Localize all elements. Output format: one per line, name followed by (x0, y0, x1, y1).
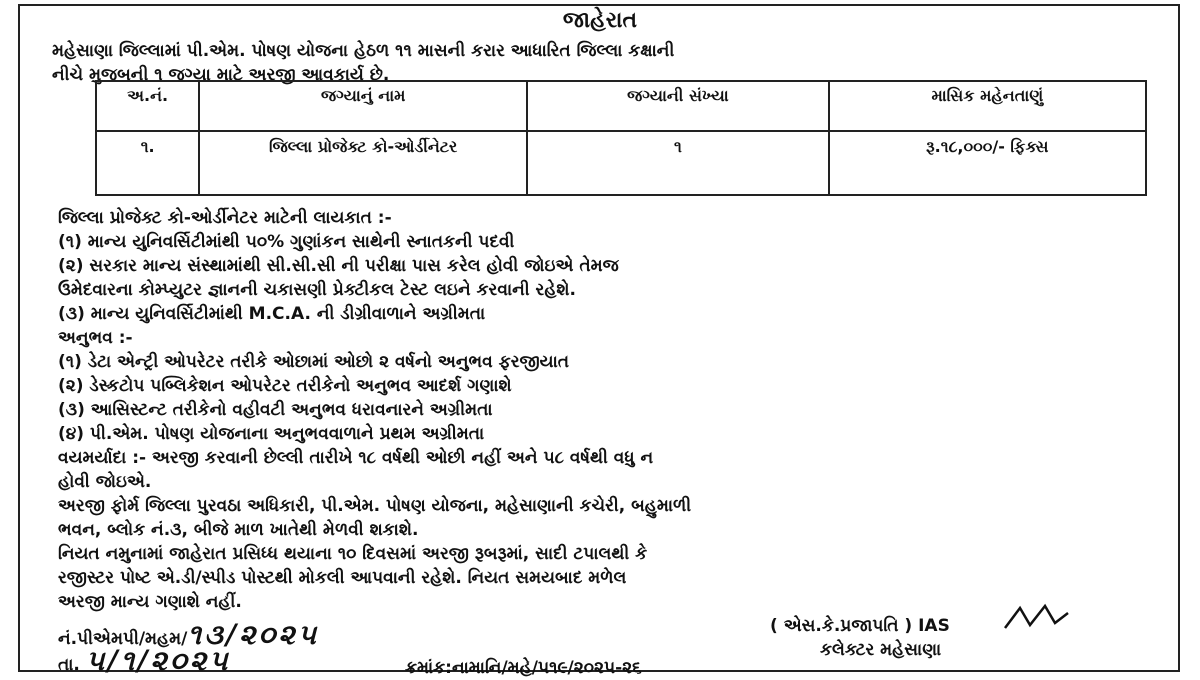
experience-item-2: (૨) ડેસ્કટોપ પબ્લિકેશન ઓપરેટર તરીકેનો અનુભવ આદર્શ ગણાશે (58, 376, 512, 396)
reference-number-label: નં.પીએમપી/મહમ/ (58, 629, 188, 649)
signatory-name: ( એસ.કે.પ્રજાપતિ ) IAS (770, 616, 950, 636)
reference-date-value: ૫/૧/૨૦૨૫ (85, 644, 231, 677)
cell-post-count: ૧ (527, 131, 829, 195)
header-post-count: જગ્યાની સંખ્યા (527, 81, 829, 131)
header-post-name: જગ્યાનું નામ (199, 81, 527, 131)
experience-item-1: (૧) ડેટા એન્ટ્રી ઓપરેટર તરીકે ઓછામાં ઓછો ૨ વર્ષનો અનુભવ ફરજીયાત (58, 352, 570, 372)
qualification-item-2: (૨) સરકાર માન્ય સંસ્થામાંથી સી.સી.સી ની પરીક્ષા પાસ કરેલ હોવી જોઇએ તેમજ (58, 256, 619, 276)
submission-line-3: અરજી માન્ય ગણાશે નહીં. (58, 592, 242, 612)
reference-date-label: તા. (58, 655, 80, 675)
qualification-item-1: (૧) માન્ય યુનિવર્સિટીમાંથી ૫૦% ગુણાંકન સાથેની સ્નાતકની પદવી (58, 232, 515, 252)
qualification-heading: જિલ્લા પ્રોજેક્ટ કો-ઓર્ડીનેટર માટેની લાયકાત :- (58, 208, 392, 228)
header-sr: અ.નં. (96, 81, 199, 131)
table-header-row (96, 81, 1146, 131)
experience-heading: અનુભવ :- (58, 328, 133, 348)
footer-code: ક્રમાંક:નામાનિ/મહે/૫૧૯/૨૦૨૫-૨૬ (405, 658, 642, 678)
form-availability-line-2: ભવન, બ્લોક નં.૩, બીજે માળ ખાતેથી મેળવી શકાશે. (58, 520, 419, 540)
signature-scribble (1000, 603, 1070, 633)
cell-sr: ૧. (96, 131, 199, 195)
posts-table (95, 80, 1147, 196)
reference-date (58, 644, 231, 678)
age-limit-line-1: વયમર્યાદા :- અરજી કરવાની છેલ્લી તારીખે ૧૮ વર્ષથી ઓછી નહીં અને ૫૮ વર્ષથી વધુ ન (58, 448, 654, 468)
qualification-item-3: (૩) માન્ય યુનિવર્સિટીમાંથી M.C.A. ની ડીગ્રીવાળાને અગ્રીમતા (58, 304, 486, 324)
form-availability-line-1: અરજી ફોર્મ જિલ્લા પુરવઠા અધિકારી, પી.એમ. પોષણ યોજના, મહેસાણાની કચેરી, બહુમાળી (58, 496, 692, 516)
header-monthly-pay: માસિક મહેનતાણું (829, 81, 1146, 131)
table-row (96, 131, 1146, 195)
cell-monthly-pay: રૂ.૧૮,૦૦૦/- ફિક્સ (829, 131, 1146, 195)
age-limit-line-2: હોવી જોઇએ. (58, 472, 152, 492)
intro-line-1: મહેસાણા જિલ્લામાં પી.એમ. પોષણ યોજના હેઠળ ૧૧ માસની કરાર આધારિત જિલ્લા કક્ષાની (52, 41, 675, 61)
submission-line-2: રજીસ્ટર પોષ્ટ એ.ડી/સ્પીડ પોસ્ટથી મોકલી આપવાની રહેશે. નિયત સમયબાદ મળેલ (58, 568, 627, 588)
notice-title: જાહેરાત (562, 8, 638, 33)
experience-item-4: (૪) પી.એમ. પોષણ યોજનાના અનુભવવાળાને પ્રથમ અગ્રીમતા (58, 424, 485, 444)
reference-number-value: ૧૩/૨૦૨૫ (187, 618, 320, 651)
experience-item-3: (૩) આસિસ્ટન્ટ તરીકેનો વહીવટી અનુભવ ધરાવનારને અગ્રીમતા (58, 400, 493, 420)
cell-post-name: જિલ્લા પ્રોજેક્ટ કો-ઓર્ડીનેટર (199, 131, 527, 195)
submission-line-1: નિયત નમુનામાં જાહેરાત પ્રસિધ્ધ થયાના ૧૦ દિવસમાં અરજી રૂબરૂમાં, સાદી ટપાલથી કે (58, 544, 648, 564)
qualification-item-2-cont: ઉમેદવારના કોમ્પ્યુટર જ્ઞાનની ચકાસણી પ્રેક્ટીકલ ટેસ્ટ લઇને કરવાની રહેશે. (58, 280, 576, 300)
intro-line-2: નીચે મુજબની ૧ જગ્યા માટે અરજી આવકાર્ય છે. (52, 65, 390, 85)
signatory-designation: કલેક્ટર મહેસાણા (820, 640, 942, 660)
